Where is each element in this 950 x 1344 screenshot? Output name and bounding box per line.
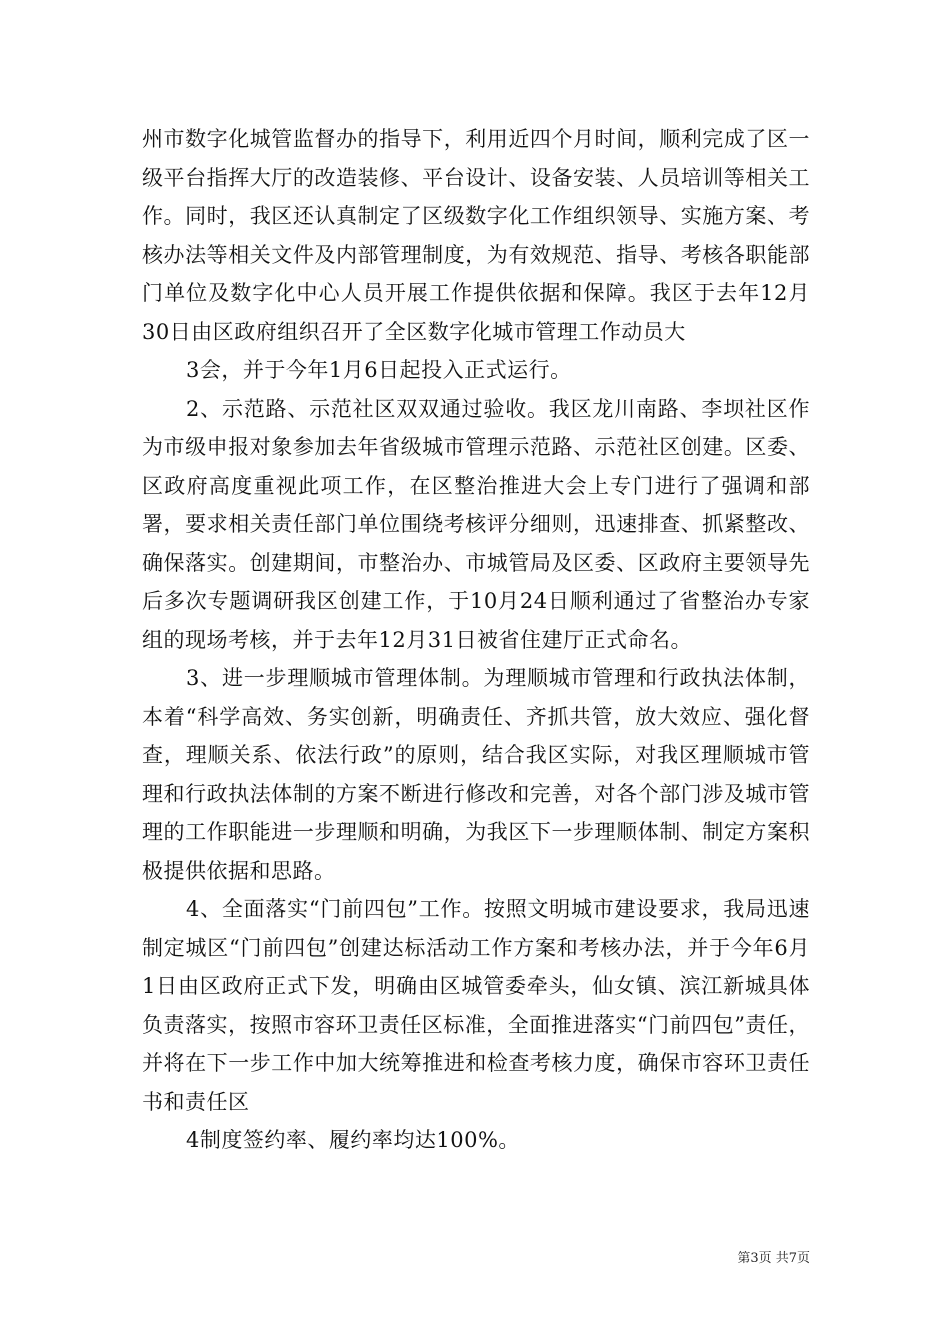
paragraph-item-4: 4、全面落实“门前四包”工作。按照文明城市建设要求，我局迅速制定城区“门前四包”创建达标活动工作方案和考核办法，并于今年6月1日由区政府正式下发，明确由区城管委牵头，仙女镇、滨江新城具体负责落实，按照市容环卫责任区标准，全面推进落实“门前四包”责任，并将在下一步工作中加大统筹推进和检查考核力度，确保市容环卫责任书和责任区: [142, 897, 810, 1114]
paragraph-continuation-end: 3会，并于今年1月6日起投入正式运行。: [186, 358, 572, 382]
paragraph-item-3: 3、进一步理顺城市管理体制。为理顺城市管理和行政执法体制，本着“科学高效、务实创新，明确责任、齐抓共管，放大效应、强化督查，理顺关系、依法行政”的原则，结合我区实际，对我区理顺城市管理和行政执法体制的方案不断进行修改和完善，对各个部门涉及城市管理的工作职能进一步理顺和明确，为我区下一步理顺体制、制定方案积极提供依据和思路。: [142, 666, 810, 883]
paragraph-item-4-end: 4制度签约率、履约率均达100%。: [186, 1128, 520, 1152]
paragraph-continuation: 州市数字化城管监督办的指导下，利用近四个月时间，顺利完成了区一级平台指挥大厅的改造装修、平台设计、设备安装、人员培训等相关工作。同时，我区还认真制定了区级数字化工作组织领导、实施方案、考核办法等相关文件及内部管理制度，为有效规范、指导、考核各职能部门单位及数字化中心人员开展工作提供依据和保障。我区于去年12月30日由区政府组织召开了全区数字化城市管理工作动员大: [142, 127, 810, 344]
page-number: 第3页 共7页: [737, 1251, 810, 1266]
paragraph-item-2: 2、示范路、示范社区双双通过验收。我区龙川南路、李坝社区作为市级申报对象参加去年省级城市管理示范路、示范社区创建。区委、区政府高度重视此项工作，在区整治推进大会上专门进行了强调和部署，要求相关责任部门单位围绕考核评分细则，迅速排查、抓紧整改、确保落实。创建期间，市整治办、市城管局及区委、区政府主要领导先后多次专题调研我区创建工作，于10月24日顺利通过了省整治办专家组的现场考核，并于去年12月31日被省住建厅正式命名。: [142, 396, 810, 652]
body-text: [142, 120, 810, 1160]
